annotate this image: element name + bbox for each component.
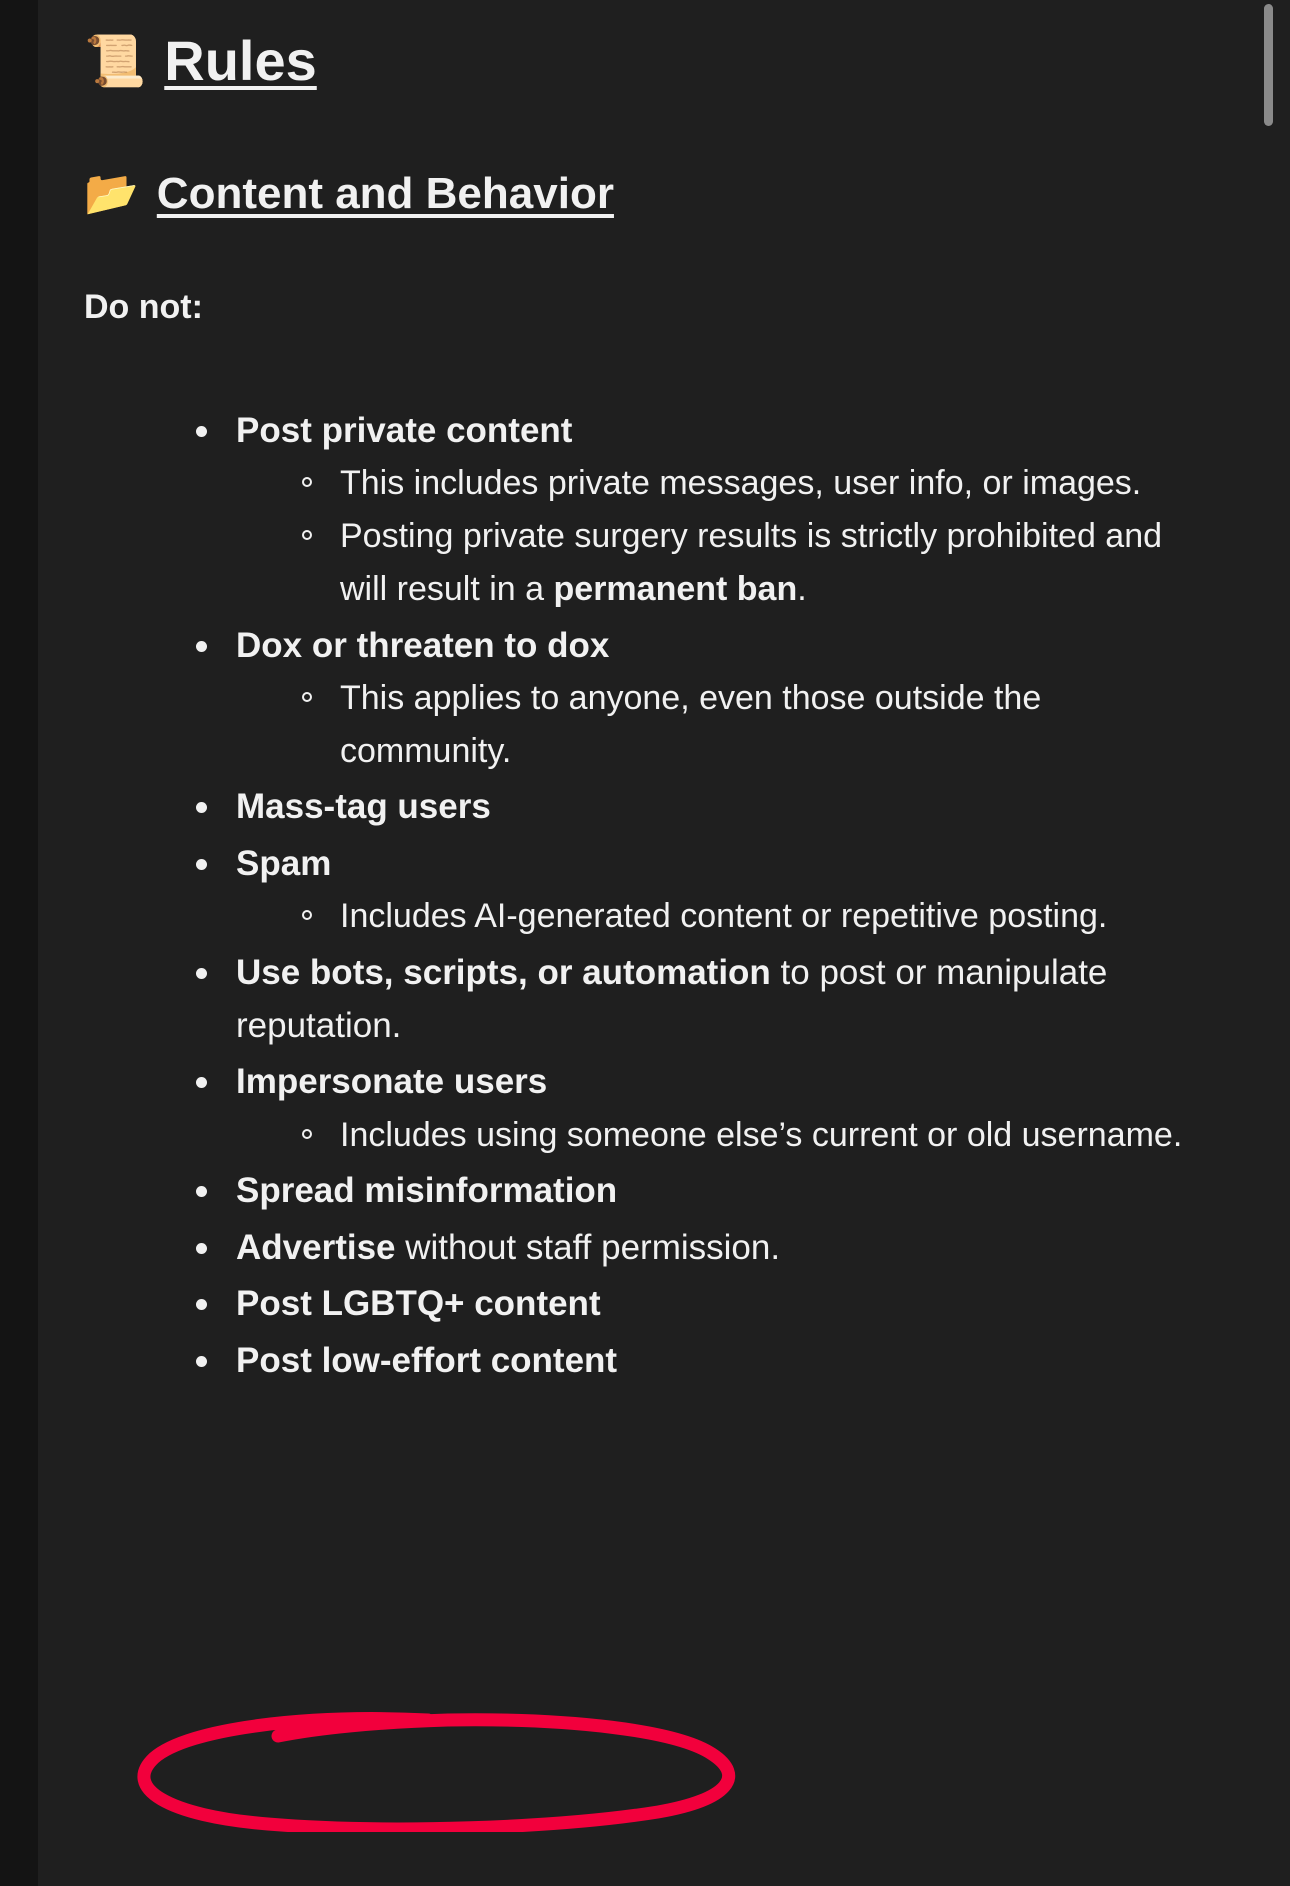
sub-list xyxy=(236,890,1212,943)
rule-label: Post low-effort content xyxy=(236,1340,618,1380)
rule-label: Post LGBTQ+ content xyxy=(236,1284,601,1324)
rule-label: Advertise xyxy=(236,1227,396,1267)
sub-rule-text: This applies to anyone, even those outside the community. xyxy=(340,679,1042,770)
list-item xyxy=(180,1222,1212,1275)
document-content xyxy=(38,0,1252,1886)
list-item xyxy=(180,405,1212,616)
rule-label: Dox or threaten to dox xyxy=(236,625,610,665)
rules-list xyxy=(84,405,1212,1387)
rule-label: Post private content xyxy=(236,410,573,450)
left-gutter xyxy=(0,0,38,1886)
scrollbar-track[interactable] xyxy=(1270,0,1282,1886)
rule-label: Mass-tag users xyxy=(236,787,491,827)
rule-label: Impersonate users xyxy=(236,1062,548,1102)
page-title xyxy=(84,30,1212,92)
sub-rule-text-bold: permanent ban xyxy=(553,569,798,608)
list-item xyxy=(180,1056,1212,1161)
rule-label: Spread misinformation xyxy=(236,1171,618,1211)
list-item xyxy=(180,1278,1212,1331)
rule-label: Spam xyxy=(236,843,332,883)
sub-list xyxy=(236,1109,1212,1162)
list-item xyxy=(180,1335,1212,1388)
section-heading-text: Content and Behavior xyxy=(156,168,614,218)
sub-rule-text: This includes private messages, user info, or images. xyxy=(340,464,1142,503)
list-item xyxy=(296,1109,1212,1162)
list-item xyxy=(180,1165,1212,1218)
sub-rule-text-pre: Posting private surgery results is strictly prohibited and will result in a xyxy=(340,517,1163,608)
section-heading xyxy=(84,170,1212,218)
sub-list xyxy=(236,672,1212,777)
rule-label-suffix: to post or manipulate reputation. xyxy=(236,953,1108,1045)
list-item xyxy=(296,890,1212,943)
scrollbar-thumb[interactable] xyxy=(1264,4,1273,126)
list-item xyxy=(180,781,1212,834)
list-item xyxy=(296,457,1212,510)
list-item xyxy=(296,510,1212,615)
scroll-icon: 📜 xyxy=(84,32,147,89)
list-item xyxy=(296,672,1212,777)
section-lead: Do not: xyxy=(84,287,203,326)
list-item xyxy=(180,838,1212,943)
sub-rule-text: Includes using someone else’s current or old username. xyxy=(340,1115,1183,1154)
page-title-text: Rules xyxy=(164,29,317,92)
list-item xyxy=(180,620,1212,778)
folder-icon: 📂 xyxy=(84,168,139,218)
rule-label: Use bots, scripts, or automation xyxy=(236,953,771,993)
list-item xyxy=(180,947,1212,1052)
sub-rule-text-post: . xyxy=(797,569,807,608)
sub-list xyxy=(236,457,1212,615)
rule-label-suffix: without staff permission. xyxy=(395,1227,781,1267)
sub-rule-text: Includes AI-generated content or repetitive posting. xyxy=(340,897,1108,936)
